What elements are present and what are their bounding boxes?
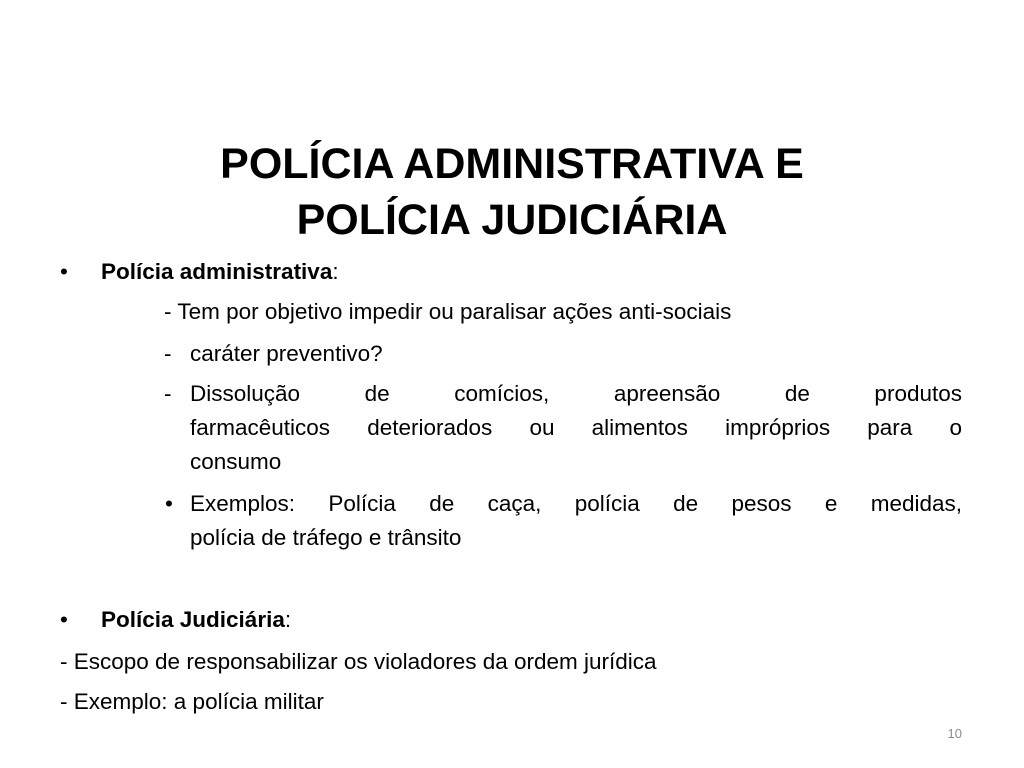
bullet-icon: • (165, 491, 173, 516)
list-item-exemplo: - Exemplo: a polícia militar (60, 689, 324, 714)
list-item-preventivo: caráter preventivo? (190, 341, 383, 366)
section-heading-judiciaria (101, 603, 291, 637)
section-heading-administrativa (101, 255, 339, 289)
title-line-1: POLÍCIA ADMINISTRATIVA E (220, 140, 804, 188)
bullet-icon: • (60, 259, 68, 284)
heading-colon: : (284, 607, 292, 632)
list-item-exemplos-line-1: Exemplos: Polícia de caça, polícia de pesos e medidas, (190, 491, 962, 516)
heading-text: Polícia Judiciária (101, 607, 285, 632)
list-item-exemplos-line-2: polícia de tráfego e trânsito (190, 525, 462, 550)
title-line-2: POLÍCIA JUDICIÁRIA (296, 196, 728, 244)
list-item-dissolucao-line-3: consumo (190, 449, 282, 474)
list-item-objetivo: - Tem por objetivo impedir ou paralisar ações anti-sociais (164, 299, 732, 324)
dash-marker: - (164, 341, 172, 366)
list-item-escopo: - Escopo de responsabilizar os violadores da ordem jurídica (60, 649, 657, 674)
list-item-dissolucao-line-1: Dissolução de comícios, apreensão de produtos (190, 381, 962, 406)
bullet-icon: • (60, 607, 68, 632)
heading-colon: : (332, 259, 339, 284)
slide-title (100, 136, 924, 248)
dash-marker: - (164, 381, 172, 406)
heading-text: Polícia administrativa (101, 259, 333, 284)
page-number: 10 (947, 726, 962, 741)
list-item-dissolucao-line-2: farmacêuticos deteriorados ou alimentos impróprios para o (190, 415, 962, 440)
